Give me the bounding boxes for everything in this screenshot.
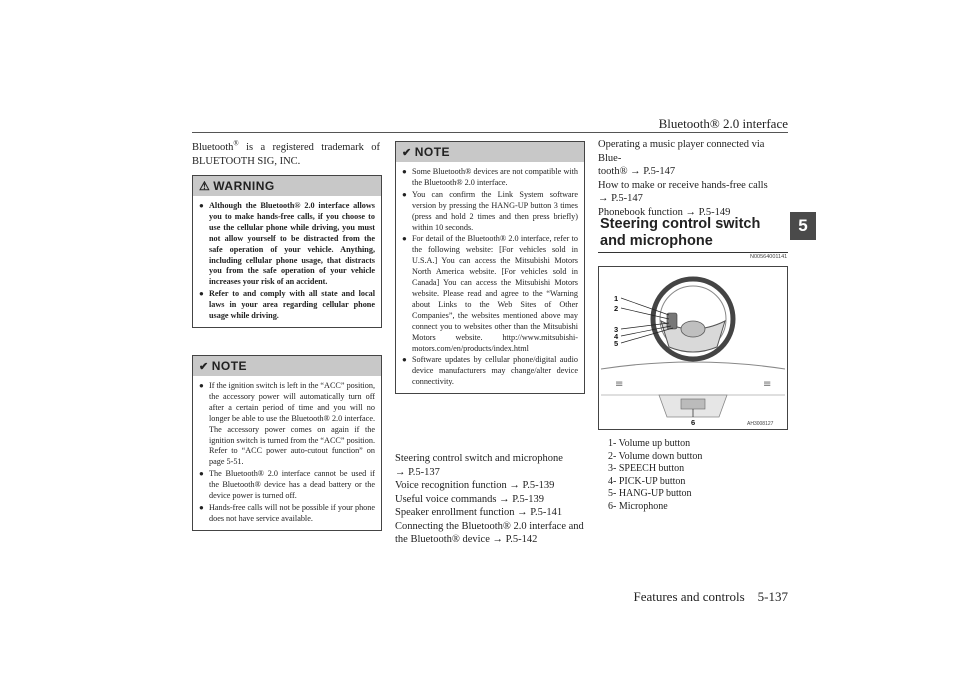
section-code: N00564001141 bbox=[750, 254, 788, 260]
warning-item: ● Although the Bluetooth® 2.0 interface allows you to make hands-free calls, if you choose to use the cellular phone while driving, you must not allow yourself to be distracted from the safe operation of your vehicle. Anything, including cellular phone usage, that distracts you from the safe operation of your vehicle increases your risk of an accident. bbox=[199, 201, 375, 287]
note-item: ● Software updates by cellular phone/digital audio device manufacturers may change/alter device connectivity. bbox=[402, 355, 578, 387]
section-heading: Steering control switch and microphone bbox=[600, 216, 761, 249]
callout-3: 3 bbox=[614, 325, 619, 334]
header-rule bbox=[192, 132, 788, 133]
warning-box bbox=[192, 175, 382, 328]
legend-item: 6- Microphone bbox=[608, 500, 668, 512]
reference-link[interactable]: Voice recognition function → P.5-139 bbox=[395, 480, 555, 491]
section-heading-rule bbox=[598, 252, 788, 253]
reference-link[interactable]: Useful voice commands → P.5-139 bbox=[395, 493, 545, 505]
bullet-icon: ● bbox=[199, 469, 204, 479]
note-box-left bbox=[192, 355, 382, 531]
reference-link[interactable]: Phonebook function → P.5-149 bbox=[598, 206, 731, 218]
note-item: ● The Bluetooth® 2.0 interface cannot be used if the Bluetooth® device has a dead battery or the device power is turned off. bbox=[199, 469, 375, 501]
bullet-icon: ● bbox=[402, 167, 407, 176]
intro-paragraph bbox=[192, 141, 380, 168]
checkmark-icon: ✔ bbox=[199, 360, 209, 373]
callout-2: 2 bbox=[614, 304, 619, 313]
bullet-icon: ● bbox=[402, 189, 407, 199]
callout-6: 6 bbox=[691, 418, 696, 427]
dashboard-line bbox=[601, 362, 785, 369]
note-header bbox=[396, 142, 584, 162]
bullet-icon: ● bbox=[199, 381, 204, 390]
reference-list-right bbox=[598, 138, 788, 219]
callout-5: 5 bbox=[614, 339, 619, 348]
callout-1: 1 bbox=[614, 294, 619, 303]
legend-item: 2- Volume down button bbox=[608, 450, 703, 462]
leader-line-1 bbox=[621, 298, 669, 315]
figure-code: AH3008127 bbox=[747, 421, 774, 427]
bullet-icon: ● bbox=[199, 502, 204, 512]
note-item: ● Some Bluetooth® devices are not compatible with the Bluetooth® 2.0 interface. bbox=[402, 167, 578, 187]
reference-list-middle bbox=[395, 452, 587, 547]
checkmark-icon: ✔ bbox=[402, 146, 412, 159]
bullet-icon: ● bbox=[402, 234, 407, 244]
note-item: ● Hands-free calls will not be possible if your phone does not have service available. bbox=[199, 502, 375, 523]
note-label: NOTE bbox=[211, 359, 248, 373]
intro-text-a: Bluetooth bbox=[192, 142, 234, 153]
registered-mark: ® bbox=[233, 139, 239, 148]
reference-link[interactable]: → P.5-147 bbox=[598, 193, 643, 204]
bullet-icon: ● bbox=[402, 355, 407, 365]
steering-wheel-illustration bbox=[599, 267, 787, 429]
bullet-icon: ● bbox=[199, 201, 204, 210]
reference-link[interactable]: → P.5-137 bbox=[395, 466, 440, 478]
warning-triangle-icon: ⚠ bbox=[199, 179, 211, 193]
warning-item: ● Refer to and comply with all state and local laws in your area regarding cellular phone usage while driving. bbox=[199, 289, 375, 321]
note-item: ● For detail of the Bluetooth® 2.0 interface, refer to the following website: [For vehicles sold in U.S.A.] You can access the Mitsubishi Motors North America website. [For vehicles sold in Canada] You can access the Mitsubishi Motors website. Please read and agree to the “Warning about Links to the Web Sites of Other Companies”, the websites mentioned above may connect you to websites other than the Mitsubishi Motors website. http://www.mitsubishi-motors.com/en/products/index.html bbox=[402, 234, 578, 353]
steering-emblem bbox=[681, 321, 705, 337]
note-label: NOTE bbox=[414, 145, 451, 159]
steering-wheel-figure bbox=[598, 266, 788, 430]
note-item: ● If the ignition switch is left in the “ACC” position, the accessory power will automatically turn off after a certain period of time and you will no longer be able to use the Bluetooth® 2.0 interface. The accessory power comes on again if the ignition switch is turned from the “ACC” position. Refer to “ACC power auto-cutout function” on page 5-51. bbox=[199, 381, 376, 467]
chapter-tab: 5 bbox=[790, 212, 816, 240]
note-item: ● You can confirm the Link System software version by pressing the HANG-UP button 3 times (press and hold 2 times and then press briefly) within 10 seconds. bbox=[402, 189, 578, 232]
page-footer: Features and controls 5-137 bbox=[633, 589, 788, 604]
intro-text-b: is a registered trademark of BLUETOOTH SIG, INC. bbox=[192, 142, 380, 167]
reference-link[interactable]: Operating a music player connected via Blue- bbox=[598, 139, 765, 164]
reference-link[interactable]: Connecting the Bluetooth® 2.0 interface and bbox=[395, 520, 584, 532]
left-vent-mark: ≡ bbox=[615, 379, 624, 390]
legend-item: 5- HANG-UP button bbox=[608, 488, 692, 500]
bullet-icon: ● bbox=[199, 289, 204, 299]
figure-legend bbox=[608, 438, 778, 514]
note-header bbox=[193, 356, 381, 376]
note-box-middle bbox=[395, 141, 585, 394]
warning-label: WARNING bbox=[213, 179, 275, 193]
legend-item: 4- PICK-UP button bbox=[608, 475, 686, 487]
legend-item: 3- SPEECH button bbox=[608, 463, 685, 475]
legend-item: 1- Volume up button bbox=[608, 438, 691, 449]
reference-link[interactable]: Speaker enrollment function → P.5-141 bbox=[395, 507, 563, 518]
warning-header bbox=[193, 176, 381, 196]
reference-link[interactable]: tooth® → P.5-147 bbox=[598, 166, 676, 177]
callout-4: 4 bbox=[614, 332, 619, 341]
right-vent-mark: ≡ bbox=[763, 379, 772, 390]
reference-link[interactable]: How to make or receive hands-free calls bbox=[598, 179, 768, 191]
reference-link[interactable]: Steering control switch and microphone bbox=[395, 453, 563, 464]
running-header: Bluetooth® 2.0 interface bbox=[658, 116, 788, 131]
reference-link[interactable]: the Bluetooth® device → P.5-142 bbox=[395, 534, 538, 545]
microphone-unit bbox=[681, 399, 705, 409]
